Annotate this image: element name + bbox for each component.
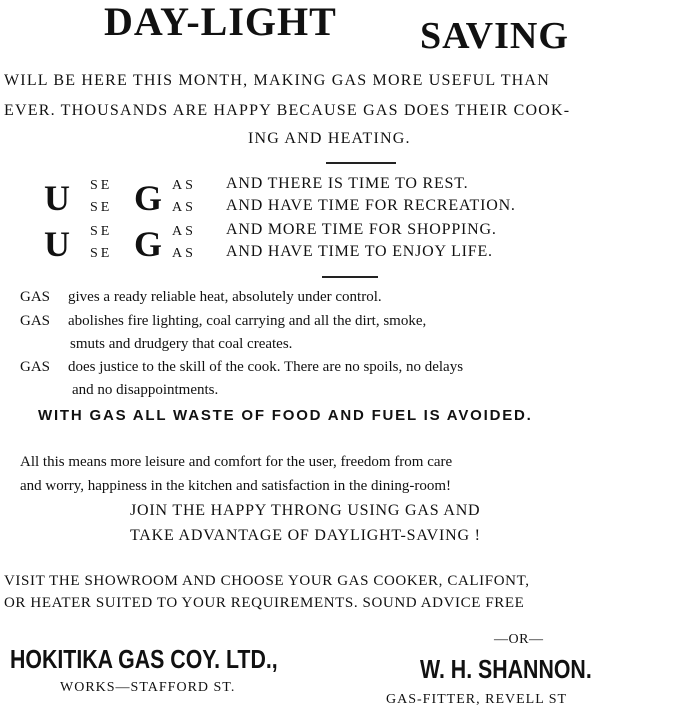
pitch-1: AND THERE IS TIME TO REST. xyxy=(226,175,469,192)
big-g-2: G xyxy=(134,224,163,264)
gas-point-3-line-1: does justice to the skill of the cook. There are no spoils, no delays xyxy=(68,359,464,375)
se-2b: SE xyxy=(90,246,113,261)
headline-day-light: DAY-LIGHT xyxy=(104,0,337,44)
gas-point-3-line-2: and no disappointments. xyxy=(72,382,219,398)
or-separator: —OR— xyxy=(494,632,544,647)
intro-line-2: EVER. THOUSANDS ARE HAPPY BECAUSE GAS DOES THEIR COOK- xyxy=(4,102,571,119)
se-1b: SE xyxy=(90,200,113,215)
fitter-address: GAS-FITTER, REVELL ST xyxy=(386,692,568,707)
waste-notice: WITH GAS ALL WASTE OF FOOD AND FUEL IS AVOIDED. xyxy=(38,407,533,424)
as-2b: AS xyxy=(172,246,196,261)
gas-point-3-lead: GAS xyxy=(20,359,51,375)
pitch-2: AND HAVE TIME FOR RECREATION. xyxy=(226,197,516,214)
divider-top xyxy=(326,162,396,164)
divider-middle xyxy=(322,276,378,278)
showroom-line-2: OR HEATER SUITED TO YOUR REQUIREMENTS. SOUND ADVICE FREE xyxy=(4,595,525,611)
headline-saving: SAVING xyxy=(420,15,569,57)
intro-line-3: ING AND HEATING. xyxy=(248,130,411,147)
pitch-3: AND MORE TIME FOR SHOPPING. xyxy=(226,221,497,238)
se-2a: SE xyxy=(90,224,113,239)
join-line-2: TAKE ADVANTAGE OF DAYLIGHT-SAVING ! xyxy=(130,527,481,544)
se-1a: SE xyxy=(90,178,113,193)
gas-point-2-line-2: smuts and drudgery that coal creates. xyxy=(70,336,293,352)
big-g-1: G xyxy=(134,178,163,218)
pitch-4: AND HAVE TIME TO ENJOY LIFE. xyxy=(226,243,493,260)
as-1b: AS xyxy=(172,200,196,215)
as-1a: AS xyxy=(172,178,196,193)
gas-point-2-lead: GAS xyxy=(20,313,51,329)
intro-line-1: WILL BE HERE THIS MONTH, MAKING GAS MORE USEFUL THAN xyxy=(4,72,550,89)
gas-point-1-line-1: gives a ready reliable heat, absolutely under control. xyxy=(68,289,382,305)
gas-point-2-line-1: abolishes fire lighting, coal carrying and all the dirt, smoke, xyxy=(68,313,427,329)
gas-point-1-lead: GAS xyxy=(20,289,51,305)
company-address: WORKS—STAFFORD ST. xyxy=(60,680,236,695)
company-name: HOKITIKA GAS COY. LTD., xyxy=(10,644,278,674)
big-u-1: U xyxy=(44,178,70,218)
leisure-line-2: and worry, happiness in the kitchen and satisfaction in the dining-room! xyxy=(20,478,452,494)
join-line-1: JOIN THE HAPPY THRONG USING GAS AND xyxy=(130,502,481,519)
fitter-name: W. H. SHANNON. xyxy=(420,654,592,684)
showroom-line-1: VISIT THE SHOWROOM AND CHOOSE YOUR GAS COOKER, CALIFONT, xyxy=(4,573,530,589)
big-u-2: U xyxy=(44,224,70,264)
as-2a: AS xyxy=(172,224,196,239)
leisure-line-1: All this means more leisure and comfort for the user, freedom from care xyxy=(20,454,453,470)
